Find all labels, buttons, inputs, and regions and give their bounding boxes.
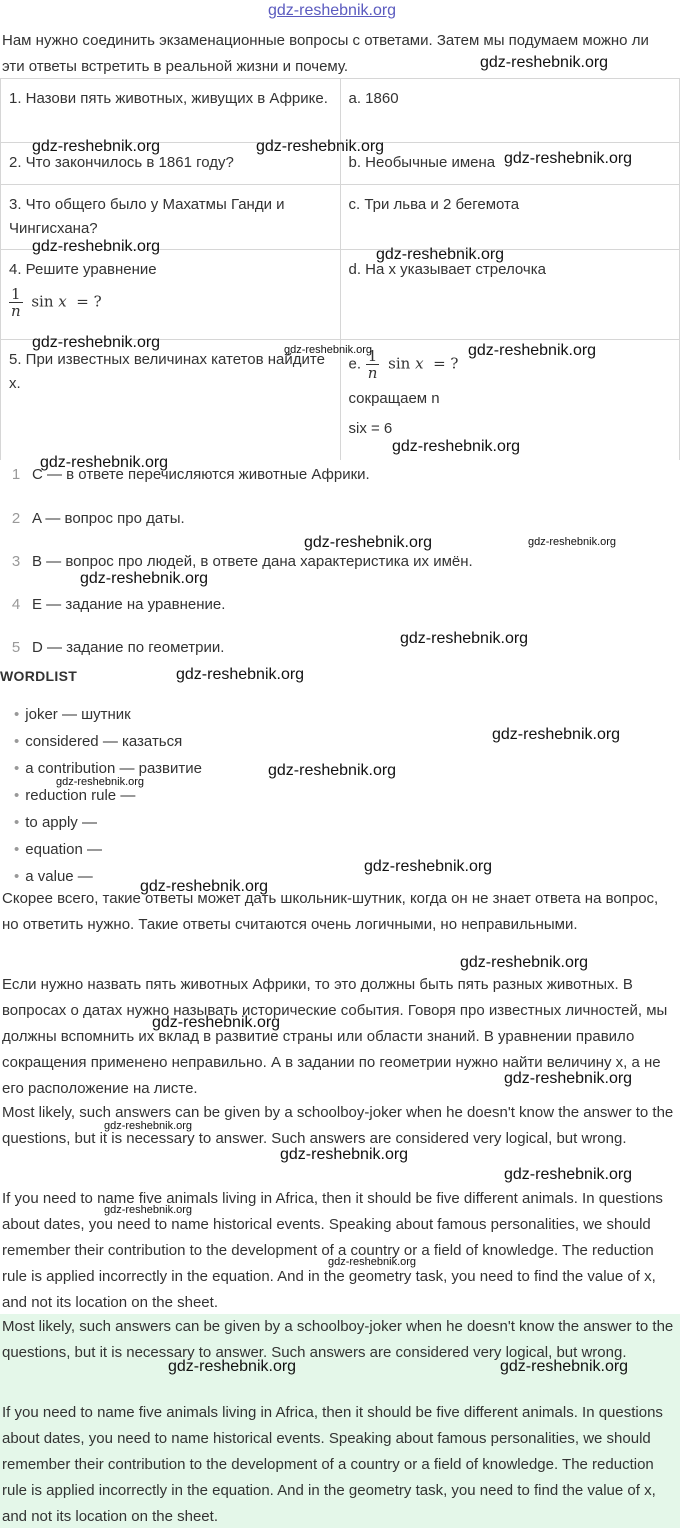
answer-b: b. Необычные имена [340,143,680,185]
wordlist-item: • joker — шутник [14,706,131,723]
watermark: gdz-reshebnik.org [504,1166,633,1183]
ru-paragraph-2: Если нужно назвать пять животных Африки, то это должны быть пять разных животных. В вопросах о датах нужно называть исторические события. Говоря про известных личностей, мы должны вспомнить их вклад в развитие страны или области знаний. В уравнении правило сокращения применено неправильно. А в задании по геометрии нужно найти величину x, а не его расположение на листе. [2,976,668,1097]
answer-item: 4 E — задание на уравнение. [11,596,226,613]
answer-item: 3 B — вопрос про людей, в ответе дана характеристика их имён. [11,553,473,570]
answer-item: 2 A — вопрос про даты. [11,510,185,527]
watermark: gdz-reshebnik.org [400,630,529,647]
en-paragraph-2-copy: If you need to name five animals living in Africa, then it should be five different animals. In questions about dates, you need to name historical events. Speaking about famous personalities, we should remember their contribution to the development of a country or a field of knowledge. The reduction rule is applied incorrectly in the equation. And in the geometry task, you need to find the value of x, and not its location on the sheet. [2,1404,663,1525]
watermark: gdz-reshebnik.org [56,776,145,788]
watermark: gdz-reshebnik.org [104,1120,193,1132]
watermark: gdz-reshebnik.org [280,1146,409,1163]
question-1: 1. Назови пять животных, живущих в Африке. [1,79,341,143]
wordlist-item: • considered — казаться [14,733,183,750]
answer-d: d. На x указывает стрелочка [340,250,680,340]
watermark: gdz-reshebnik.org [268,762,397,779]
watermark: gdz-reshebnik.org [376,246,505,263]
watermark: gdz-reshebnik.org [328,1256,417,1268]
watermark: gdz-reshebnik.org [32,334,161,351]
six-line: six = 6 [348,420,393,437]
watermark: gdz-reshebnik.org [480,54,609,71]
watermark: gdz-reshebnik.org [364,858,493,875]
question-3: 3. Что общего было у Махатмы Ганди и Чингисхана? [1,185,341,250]
qa-table [0,78,680,460]
question-5: 5. При известных величинах катетов найдите x. [1,340,341,460]
wordlist-item: • a contribution — развитие [14,760,202,777]
answer-item: 5 D — задание по геометрии. [11,639,225,656]
reduction-line: сокращаем n [348,390,440,407]
en-paragraph-1: Most likely, such answers can be given by a schoolboy-joker when he doesn't know the answer to the questions, but it is necessary to answer. Such answers are considered very logical, but wrong. [2,1104,674,1147]
wordlist-heading: WORDLIST [0,668,78,684]
answer-a: a. 1860 [340,79,680,143]
watermark: gdz-reshebnik.org [468,342,597,359]
watermark: gdz-reshebnik.org [104,1204,193,1216]
watermark: gdz-reshebnik.org [284,344,373,356]
answer-item: 1 C — в ответе перечисляются животные Африки. [11,466,370,483]
watermark: gdz-reshebnik.org [152,1014,281,1031]
watermark: gdz-reshebnik.org [504,150,633,167]
watermark: gdz-reshebnik.org [392,438,521,455]
ru-paragraph-1: Скорее всего, такие ответы может дать школьник-шутник, когда он не знает ответа на вопрос, но ответить нужно. Такие ответы считаются очень логичными, но неправильными. [2,890,659,933]
question-4 [1,250,341,340]
watermark: gdz-reshebnik.org [40,454,169,471]
watermark: gdz-reshebnik.org [168,1358,297,1375]
wordlist-item: • reduction rule — [14,787,136,804]
watermark: gdz-reshebnik.org [460,954,589,971]
watermark: gdz-reshebnik.org [256,138,385,155]
watermark: gdz-reshebnik.org [500,1358,629,1375]
watermark: gdz-reshebnik.org [492,726,621,743]
en-paragraph-2: If you need to name five animals living in Africa, then it should be five different animals. In questions about dates, you need to name historical events. Speaking about famous personalities, we should remember their contribution to the development of a country or a field of knowledge. The reduction rule is applied incorrectly in the equation. And in the geometry task, you need to find the value of x, and not its location on the sheet. [2,1190,663,1311]
question-2: 2. Что закончилось в 1861 году? [1,143,341,185]
question-4-label: 4. Решите уравнение [9,261,157,278]
watermark: gdz-reshebnik.org [140,878,269,895]
watermark: gdz-reshebnik.org [304,534,433,551]
watermark: gdz-reshebnik.org [32,238,161,255]
watermark: gdz-reshebnik.org [80,570,209,587]
en-paragraph-1-copy: Most likely, such answers can be given by a schoolboy-joker when he doesn't know the answer to the questions, but it is necessary to answer. Such answers are considered very logical, but wrong. [2,1318,674,1361]
answer-c: c. Три льва и 2 бегемота [340,185,680,250]
equation-e: e. $\frac{1}{n}$ sin x = ? [348,347,459,382]
site-top-link[interactable]: gdz-reshebnik.org [268,2,397,19]
equation-q4: $\frac{1}{n}$ sin x = ? [10,285,102,320]
watermark: gdz-reshebnik.org [176,666,305,683]
watermark: gdz-reshebnik.org [504,1070,633,1087]
intro-text: Нам нужно соединить экзаменационные вопросы с ответами. Затем мы подумаем можно ли эти ответы встретить в реальной жизни и почему. [2,32,649,75]
wordlist-item: • a value — [14,868,93,885]
wordlist-item: • equation — [14,841,102,858]
watermark: gdz-reshebnik.org [32,138,161,155]
wordlist-item: • to apply — [14,814,97,831]
watermark: gdz-reshebnik.org [528,536,617,548]
